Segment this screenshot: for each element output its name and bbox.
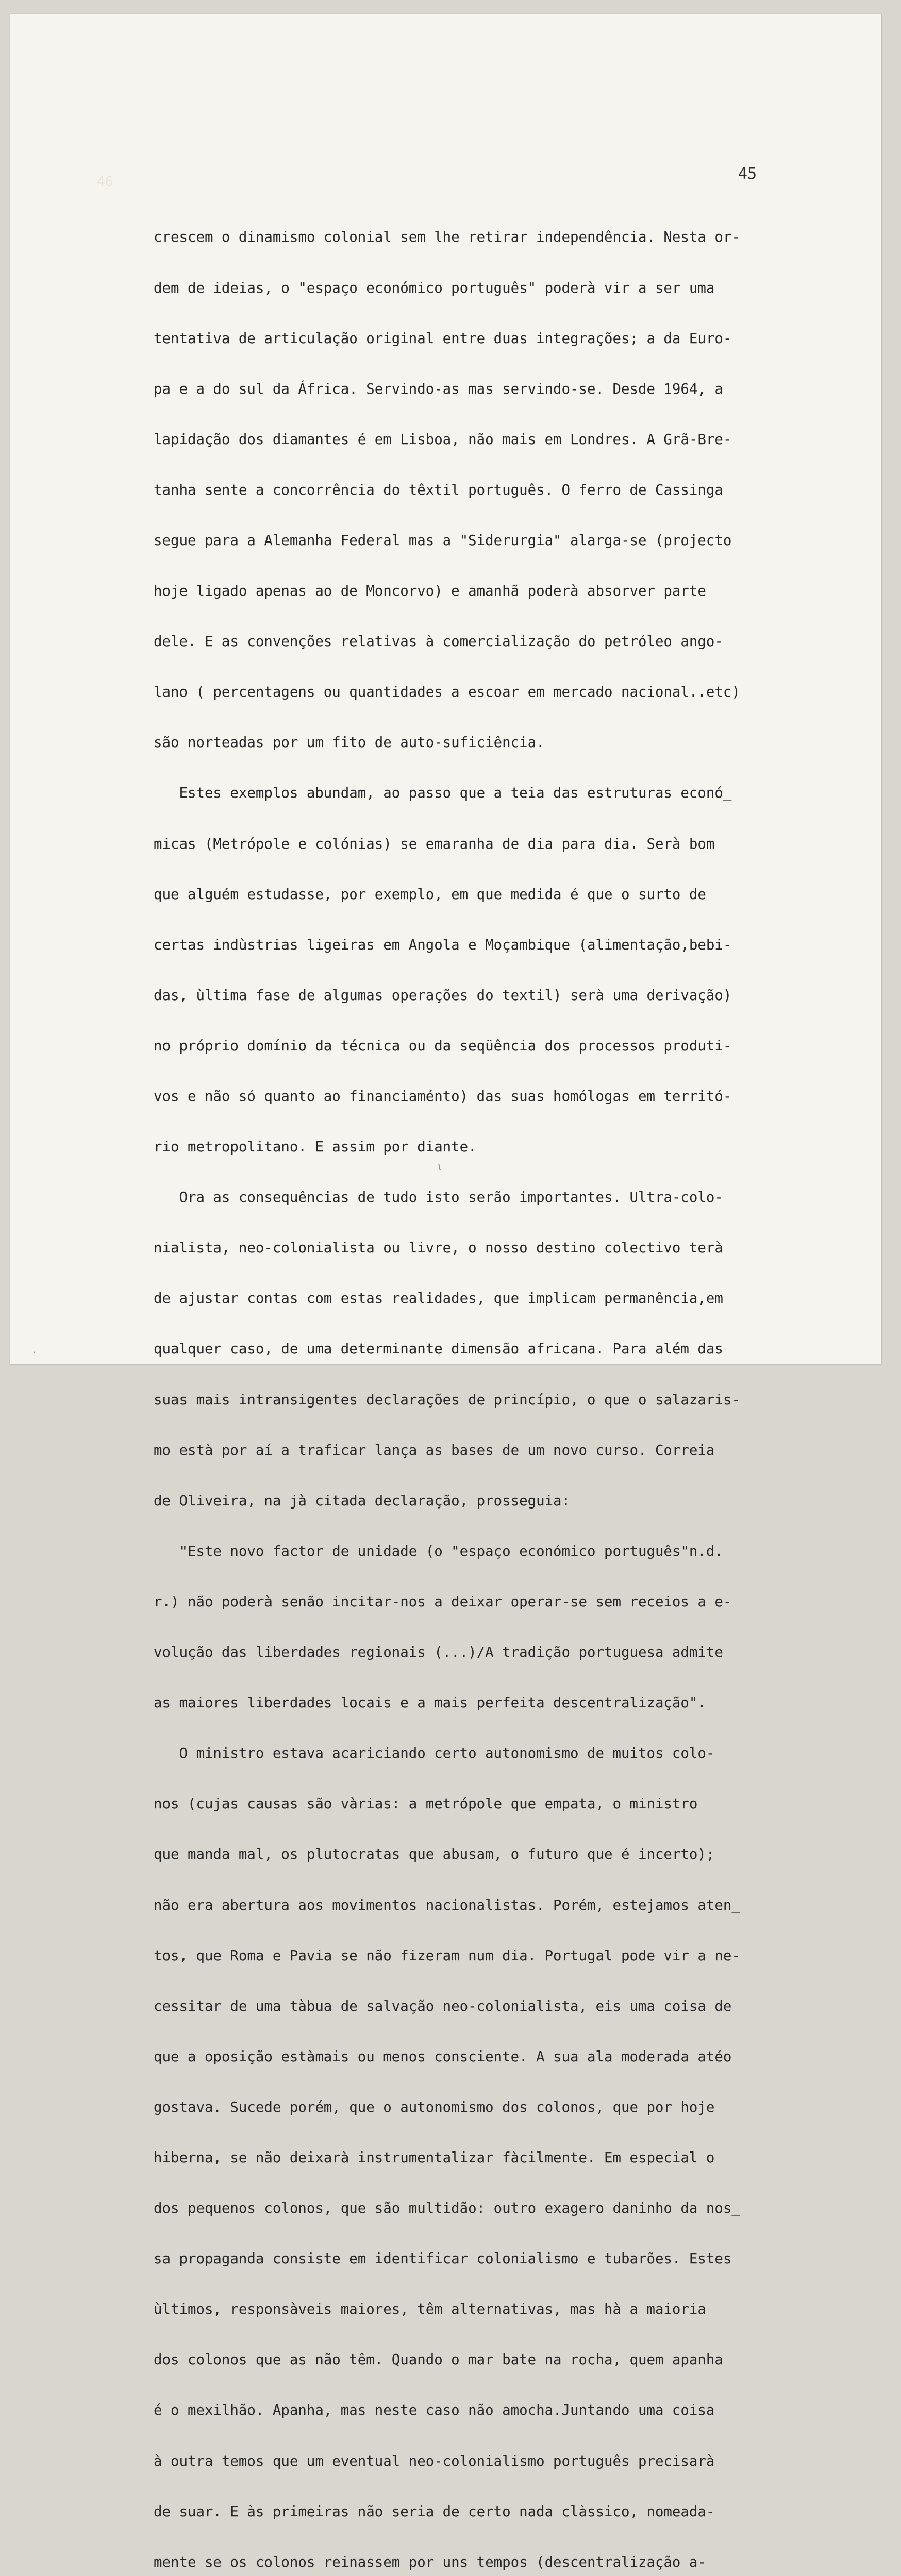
text-line: "Este novo factor de unidade (o "espaço económico português"n.d. [154, 1543, 723, 1560]
text-line: micas (Metrópole e colónias) se emaranha de dia para dia. Serà bom [154, 836, 715, 852]
text-line: mo està por aí a traficar lança as bases de um novo curso. Correia [154, 1442, 715, 1459]
text-line: lapidação dos diamantes é em Lisboa, não mais em Londres. A Grã-Bre- [154, 431, 732, 448]
text-line: O ministro estava acariciando certo autonomismo de muitos colo- [154, 1745, 715, 1762]
text-line: sa propaganda consiste em identificar colonialismo e tubarões. Estes [154, 2251, 732, 2267]
text-line: Ora as consequências de tudo isto serão importantes. Ultra-colo- [154, 1190, 723, 1206]
text-line: vos e não só quanto ao financiaménto) das suas homólogas em territó- [154, 1089, 732, 1105]
text-line: dos pequenos colonos, que são multidão: outro exagero daninho da nos_ [154, 2200, 740, 2217]
text-line: de suar. E às primeiras não seria de certo nada clàssico, nomeada- [154, 2503, 715, 2520]
text-line: não era abertura aos movimentos nacionalistas. Porém, estejamos aten_ [154, 1897, 740, 1913]
text-line: que alguém estudasse, por exemplo, em que medida é que o surto de [154, 886, 706, 903]
text-line: ùltimos, responsàveis maiores, têm alternativas, mas hà a maioria [154, 2301, 706, 2318]
text-line: tanha sente a concorrência do têxtil português. O ferro de Cassinga [154, 482, 723, 498]
text-line: são norteadas por um fito de auto-suficiência. [154, 735, 545, 751]
text-line: nialista, neo-colonialista ou livre, o nosso destino colectivo terà [154, 1240, 723, 1257]
text-line: hiberna, se não deixarà instrumentalizar fàcilmente. Em especial o [154, 2149, 715, 2166]
text-line: segue para a Alemanha Federal mas a "Siderurgia" alarga-se (projecto [154, 532, 732, 549]
text-line: certas indùstrias ligeiras em Angola e Moçambique (alimentação,bebi- [154, 937, 732, 953]
text-line: dem de ideias, o "espaço económico português" poderà vir a ser uma [154, 280, 715, 296]
text-line: r.) não poderà senão incitar-nos a deixar operar-se sem receios a e- [154, 1594, 732, 1610]
text-line: que a oposição estàmais ou menos consciente. A sua ala moderada atéo [154, 2048, 732, 2065]
text-line: mente se os colonos reinassem por uns tempos (descentralização a- [154, 2554, 706, 2570]
text-line: tentativa de articulação original entre duas integrações; a da Euro- [154, 330, 732, 347]
text-line: suas mais intransigentes declarações de princípio, o que o salazaris- [154, 1392, 740, 1408]
text-line: à outra temos que um eventual neo-colonialismo português precisarà [154, 2453, 715, 2469]
text-line: qualquer caso, de uma determinante dimensão africana. Para além das [154, 1341, 723, 1358]
text-line: dele. E as convenções relativas à comercialização do petróleo ango- [154, 634, 723, 650]
text-line: hoje ligado apenas ao de Moncorvo) e amanhã poderà absorver parte [154, 583, 706, 600]
page-number: 45 [738, 165, 757, 183]
text-line: pa e a do sul da África. Servindo-as mas servindo-se. Desde 1964, a [154, 381, 723, 397]
text-line: é o mexilhão. Apanha, mas neste caso não amocha.Juntando uma coisa [154, 2402, 715, 2419]
document-page [10, 14, 881, 2570]
text-line: tos, que Roma e Pavia se não fizeram num dia. Portugal pode vir a ne- [154, 1947, 740, 1964]
text-line: nos (cujas causas são vàrias: a metrópole que empata, o ministro [154, 1796, 698, 1812]
stray-mark: . [31, 1344, 38, 1357]
text-line: de ajustar contas com estas realidades, que implicam permanência,em [154, 1291, 723, 1307]
text-line: lano ( percentagens ou quantidades a escoar em mercado nacional..etc) [154, 684, 740, 701]
text-line: das, ùltima fase de algumas operações do textil) serà uma derivação) [154, 987, 732, 1004]
show-through-mark: 46 [97, 174, 113, 190]
text-line: crescem o dinamismo colonial sem lhe retirar independência. Nesta or- [154, 229, 740, 246]
text-line: volução das liberdades regionais (...)/A tradição portuguesa admite [154, 1645, 723, 1661]
body-text [154, 196, 803, 2576]
text-line: no próprio domínio da técnica ou da seqüência dos processos produti- [154, 1038, 732, 1054]
text-line: gostava. Sucede porém, que o autonomismo dos colonos, que por hoje [154, 2099, 715, 2115]
text-line: Estes exemplos abundam, ao passo que a teia das estruturas econó_ [154, 785, 732, 802]
text-line: de Oliveira, na jà citada declaração, prosseguia: [154, 1493, 571, 1509]
text-line: que manda mal, os plutocratas que abusam, o futuro que é incerto); [154, 1846, 715, 1863]
stray-mark: ˡ [436, 1163, 443, 1176]
text-line: cessitar de uma tàbua de salvação neo-colonialista, eis uma coisa de [154, 1998, 732, 2014]
text-line: dos colonos que as não têm. Quando o mar bate na rocha, quem apanha [154, 2352, 723, 2368]
text-line: as maiores liberdades locais e a mais perfeita descentralização". [154, 1695, 706, 1711]
text-line: rio metropolitano. E assim por diante. [154, 1139, 477, 1156]
